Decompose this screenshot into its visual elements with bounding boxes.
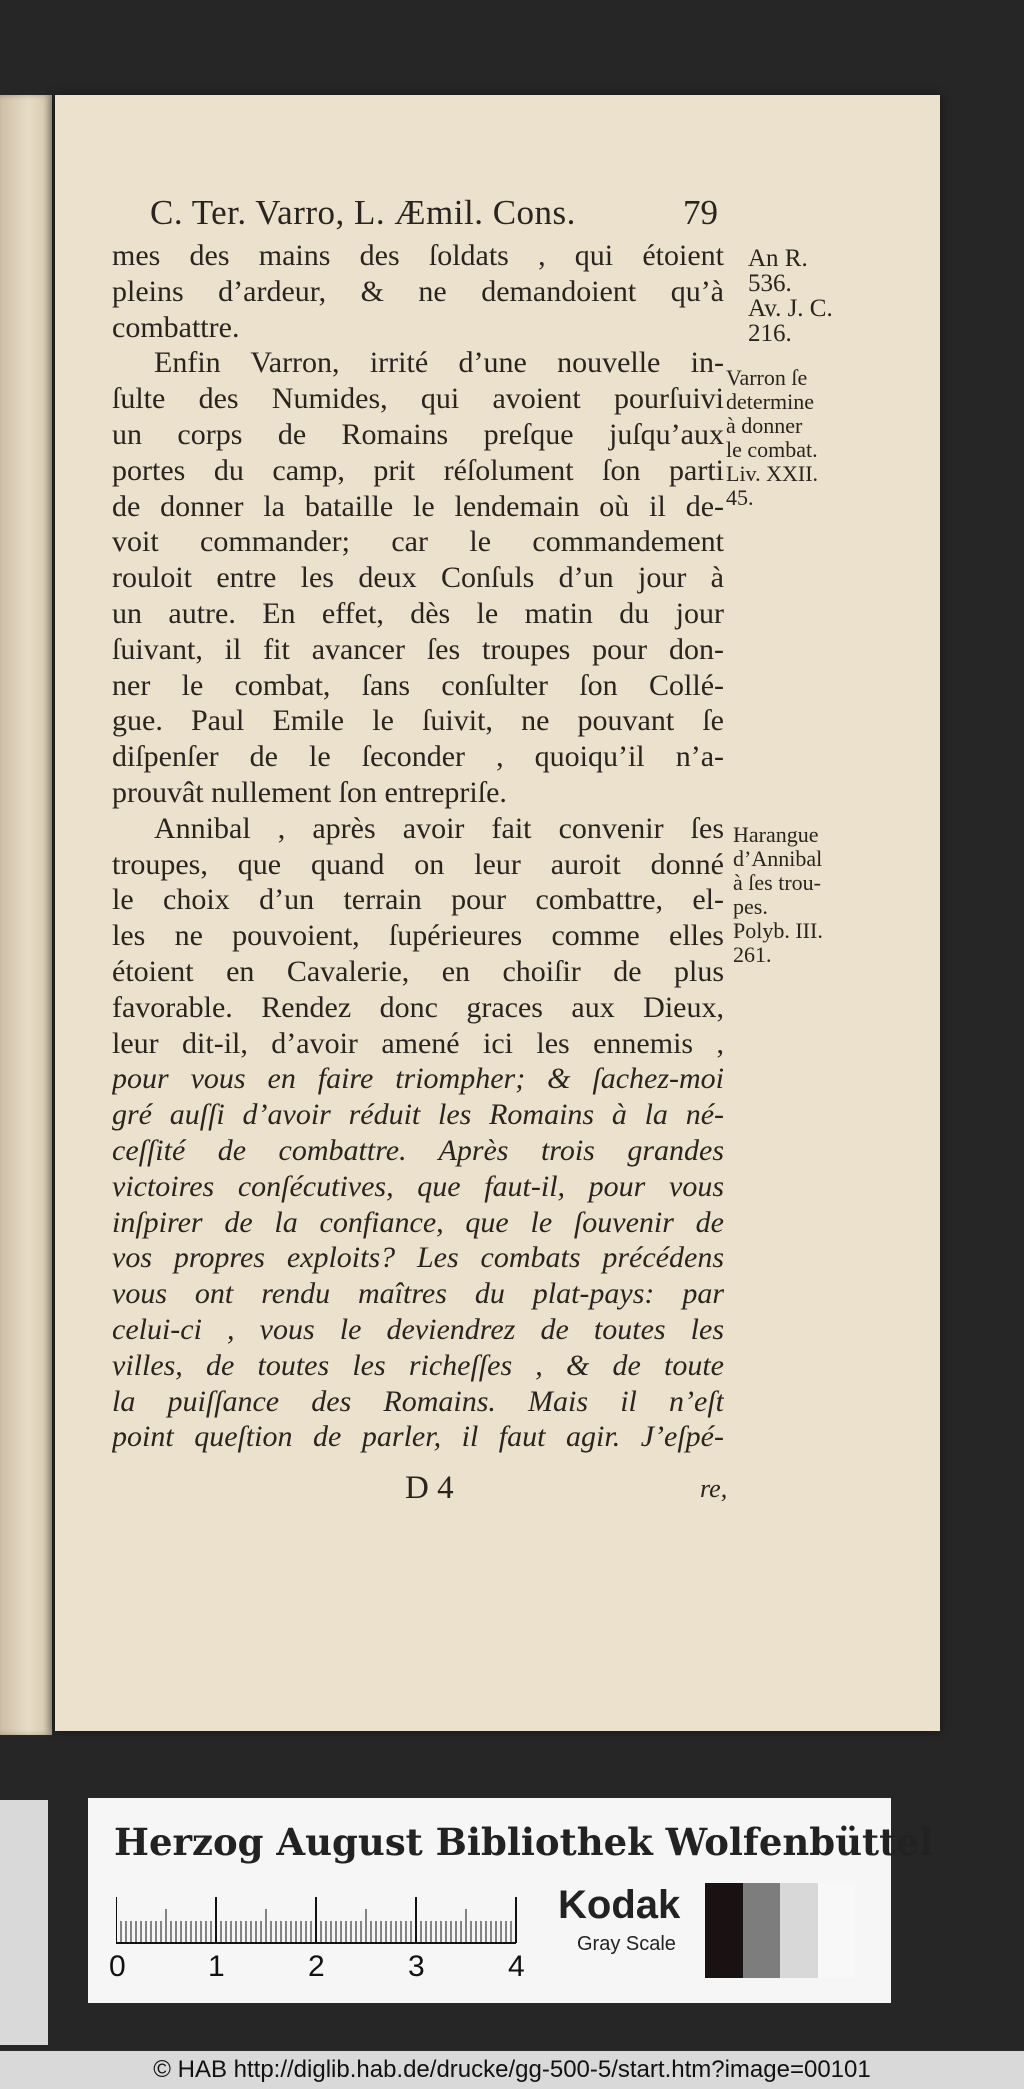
page-number: 79 bbox=[683, 193, 718, 232]
text-line: voit commander; car le commandement bbox=[112, 525, 724, 559]
ruler-label: 0 bbox=[109, 1950, 126, 1983]
text-line: ſulte des Numides, qui avoient pourſuivi bbox=[112, 382, 724, 416]
text-line: vos propres exploits? Les combats précédens bbox=[112, 1241, 724, 1275]
text-line: troupes, que quand on leur auroit donné bbox=[112, 847, 724, 881]
text-line: ner le combat, ſans conſulter ſon Collé- bbox=[112, 668, 724, 702]
margin-note-line: 261. bbox=[733, 942, 772, 967]
text-line: favorable. Rendez donc graces aux Dieux, bbox=[112, 990, 724, 1024]
text-line: étoient en Cavalerie, en choiſir de plus bbox=[112, 954, 724, 988]
margin-note-harangue bbox=[733, 823, 823, 967]
margin-note-line: Av. J. C. bbox=[748, 295, 833, 322]
text-line: un corps de Romains preſque juſqu’aux bbox=[112, 417, 724, 451]
margin-note-line: Liv. XXII. bbox=[726, 461, 819, 486]
measurement-ruler bbox=[116, 1895, 536, 1945]
text-line: gue. Paul Emile le ſuivit, ne pouvant ſe bbox=[112, 704, 724, 738]
text-line: vous ont rendu maîtres du plat-pays: par bbox=[112, 1277, 724, 1311]
text-line: diſpenſer de le ſeconder , quoiqu’il n’a- bbox=[112, 740, 724, 774]
text-line: Enfin Varron, irrité d’une nouvelle in- bbox=[154, 346, 724, 380]
text-line: prouvât nullement ſon entrepriſe. bbox=[112, 775, 507, 809]
kodak-logo: Kodak bbox=[558, 1883, 681, 1927]
running-head: C. Ter. Varro, L. Æmil. Cons. bbox=[150, 193, 576, 232]
text-line: leur dit-il, d’avoir amené ici les ennemis , bbox=[112, 1026, 724, 1060]
margin-note-line: Varron ſe bbox=[726, 365, 808, 390]
ruler-label: 4 bbox=[508, 1950, 525, 1983]
catchword: re, bbox=[700, 1474, 728, 1503]
margin-note-line: determine bbox=[726, 389, 814, 414]
gray-swatch bbox=[743, 1883, 781, 1978]
margin-note-line: à ſes trou- bbox=[733, 870, 821, 895]
margin-note-varron bbox=[726, 366, 818, 510]
text-line: gré auſſi d’avoir réduit les Romains à la né- bbox=[112, 1098, 724, 1132]
text-line: combattre. bbox=[112, 310, 240, 344]
margin-note-line: Polyb. III. bbox=[733, 918, 823, 943]
facing-page-edge bbox=[0, 95, 52, 1735]
left-strip bbox=[0, 1800, 48, 2045]
text-line: la puiſſance des Romains. Mais il n’eſt bbox=[112, 1384, 724, 1418]
text-line: ſuivant, il fit avancer ſes troupes pour don- bbox=[112, 632, 724, 666]
body-text bbox=[112, 238, 724, 1455]
margin-note-year bbox=[748, 246, 833, 346]
text-line: point queſtion de parler, il faut agir. J’eſpé- bbox=[112, 1420, 724, 1454]
gray-swatch bbox=[780, 1883, 818, 1978]
signature-mark: D 4 bbox=[405, 1470, 454, 1506]
margin-note-line: 216. bbox=[748, 320, 792, 347]
text-line: pleins d’ardeur, & ne demandoient qu’à bbox=[112, 274, 724, 308]
ruler-label: 3 bbox=[408, 1950, 425, 1983]
margin-note-line: le combat. bbox=[726, 437, 818, 462]
margin-note-line: Harangue bbox=[733, 822, 819, 847]
gray-scale-swatches bbox=[705, 1883, 855, 1978]
text-line: les ne pouvoient, ſupérieures comme elles bbox=[112, 919, 724, 953]
margin-note-line: pes. bbox=[733, 894, 768, 919]
text-line: pour vous en faire triompher; & ſachez-moi bbox=[112, 1062, 724, 1096]
text-line: le choix d’un terrain pour combattre, el- bbox=[112, 883, 724, 917]
gray-swatch bbox=[705, 1883, 743, 1978]
gray-swatch bbox=[818, 1883, 856, 1978]
ruler-label: 1 bbox=[208, 1950, 225, 1983]
text-line: ceſſité de combattre. Après trois grandes bbox=[112, 1133, 724, 1167]
color-reference-card bbox=[88, 1798, 934, 2003]
ruler-labels bbox=[88, 1950, 538, 1990]
margin-note-line: An R. bbox=[748, 245, 808, 272]
margin-note-line: à donner bbox=[726, 413, 803, 438]
text-line: portes du camp, prit réſolument ſon parti bbox=[112, 453, 724, 487]
text-line: rouloit entre les deux Conſuls d’un jour à bbox=[112, 561, 724, 595]
margin-note-line: d’Annibal bbox=[733, 846, 823, 871]
library-name: Herzog August Bibliothek Wolfenbüttel bbox=[114, 1820, 934, 1864]
gray-scale-label: Gray Scale bbox=[577, 1933, 676, 1955]
margin-note-line: 536. bbox=[748, 270, 792, 297]
footer-copyright: © HAB http://diglib.hab.de/drucke/gg-500-5/start.htm?image=00101 bbox=[0, 2051, 1024, 2089]
ruler-label: 2 bbox=[308, 1950, 325, 1983]
text-line: un autre. En effet, dès le matin du jour bbox=[112, 596, 724, 630]
margin-note-line: 45. bbox=[726, 485, 754, 510]
text-line: mes des mains des ſoldats , qui étoient bbox=[112, 239, 724, 272]
text-line: Annibal , après avoir fait convenir ſes bbox=[154, 811, 724, 845]
text-line: de donner la bataille le lendemain où il de- bbox=[112, 489, 724, 523]
text-line: inſpirer de la confiance, que le ſouvenir de bbox=[112, 1205, 724, 1239]
text-line: villes, de toutes les richeſſes , & de toute bbox=[112, 1348, 724, 1382]
text-line: victoires conſécutives, que faut-il, pour vous bbox=[112, 1169, 724, 1203]
text-line: celui-ci , vous le deviendrez de toutes les bbox=[112, 1312, 724, 1346]
